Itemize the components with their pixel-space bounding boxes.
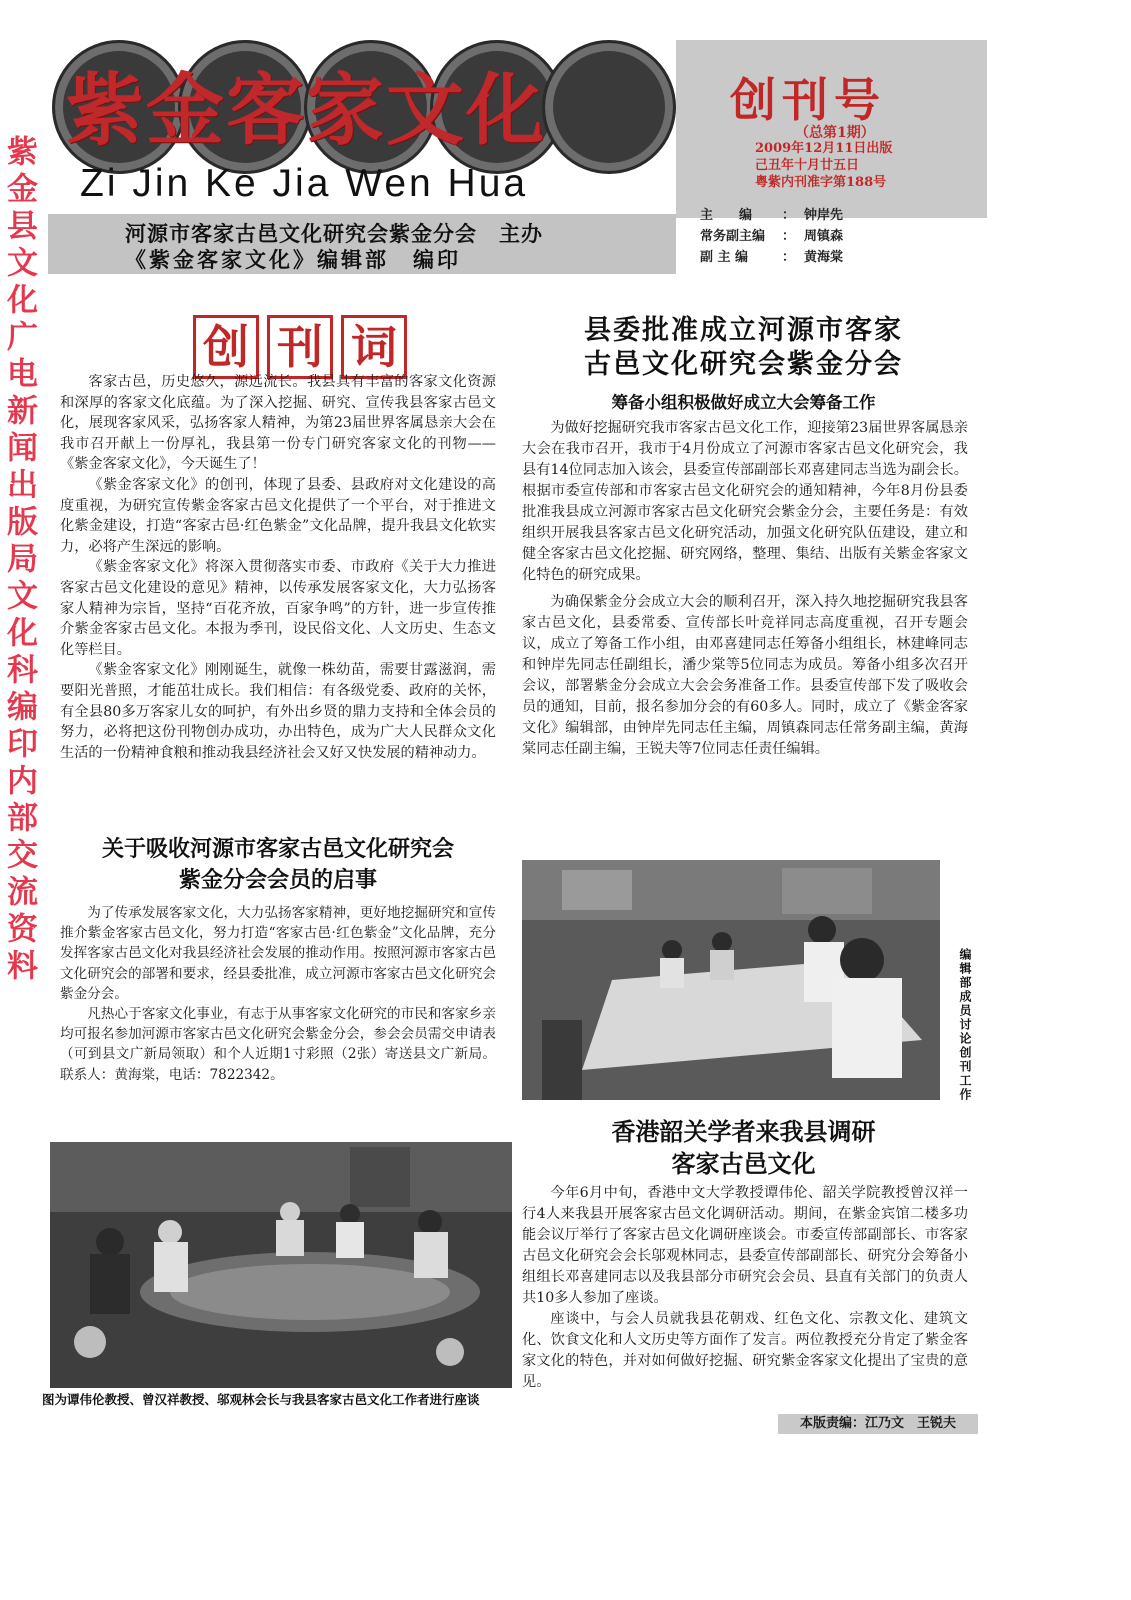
masthead-title: 紫金客家文化 (66, 65, 547, 156)
margin-stamp: 紫金县文化广电新闻出版局文化科编印内部交流资料 (1, 135, 37, 986)
permit-number: 粤紫内刊准字第188号 (755, 175, 887, 190)
foreword-body: 客家古邑，历史悠久，源远流长。我县具有丰富的客家文化资源和深厚的客家文化底蕴。为了深入挖掘、研究、宣传我县客家古邑文化，展现客家风采，弘扬客家人精神，为第23届世界客属恳亲大会在我市召开献上一份厚礼，我县第一份专门研究客家文化的刊物——《紫金客家文化》，今天诞生了！ 《紫金客家文化》的创刊，体现了县委、县政府对文化建设的高度重视，为研究宣传紫金客家古邑文化提供了一个平台，对于推进文化紫金建设，打造“客家古邑·红色紫金”文化品牌，提升我县文化软实力，必将产生深远的影响。 《紫金客家文化》将深入贯彻落实市委、市政府《关于大力推进客家古邑文化建设的意见》精神，以传承发展客家文化，大力弘扬客家人精神为宗旨，坚持“百花齐放，百家争鸣”的方针，进一步宣传推介紫金客家古邑文化。本报为季刊，设民俗文化、人文历史、生态文化等栏目。 《紫金客家文化》刚刚诞生，就像一株幼苗，需要甘露滋润，需要阳光普照，才能茁壮成长。我们相信：有各级党委、政府的关怀，有全县80多万客家儿女的呵护，有外出乡贤的鼎力支持和全体会员的努力，必将把这份刊物创办成功，办出特色，成为广大人民群众文化生活的一份精神食粮和推动我县经济社会又好又快发展的精神动力。 (60, 374, 496, 761)
editorial-meeting-photo (522, 860, 940, 1100)
hk-body: 今年6月中旬，香港中文大学教授谭伟伦、韶关学院教授曾汉祥一行4人来我县开展客家古邑文化调研活动。期间，在紫金宾馆二楼多功能会议厅举行了客家古邑文化调研座谈会。市委宣传部副部长、市客家古邑文化研究会会长邬观林同志，县委宣传部副部长、研究分会筹备小组组长邓喜建同志以及我县部分市研究会会员、县直有关部门的负责人共10多人参加了座谈。 座谈中，与会人员就我县花朝戏、红色文化、宗教文化、建筑文化、饮食文化和人文历史等方面作了发言。两位教授充分肯定了紫金客家文化的特色，并对如何做好挖掘、研究紫金客家文化提出了宝贵的意见。 (522, 1185, 968, 1390)
branch-body: 为做好挖掘研究我市客家古邑文化工作，迎接第23届世界客属恳亲大会在我市召开，我市于4月份成立了河源市客家古邑文化研究会，我县有14位同志加入该会，县委宣传部副部长邓喜建同志当选为副会长。根据市委宣传部和市客家古邑文化研究会的通知精神，今年8月份县委批准我县成立河源市客家古邑文化研究会紫金分会，主要任务是：有效组织开展我县客家古邑文化研究活动，加强文化研究队伍建设，建立和健全客家古邑文化挖掘、研究网络，整理、集结、出版有关紫金客家文化特色的研究成果。 为确保紫金分会成立大会的顺利召开，深入持久地挖掘研究我县客家古邑文化，县委常委、宣传部长叶竞祥同志高度重视，召开专题会议，成立了筹备工作小组，由邓喜建同志任筹备小组组长，林建峰同志和钟岸先同志任副组长，潘少棠等5位同志为成员。筹备小组多次召开会议，部署紫金分会成立大会会务准备工作。县委宣传部下发了吸收会员的通知，目前，报名参加分会的有60多人。同时，成立了《紫金客家文化》编辑部，由钟岸先同志任主编，周镇森同志任常务副主编，黄海棠同志任副主编，王锐夫等7位同志任责任编辑。 (522, 420, 968, 757)
editor-list (700, 205, 843, 268)
publication-info (755, 140, 892, 191)
notice-body: 为了传承发展客家文化，大力弘扬客家精神，更好地挖掘研究和宣传推介紫金客家古邑文化，努力打造“客家古邑·红色紫金”文化品牌，充分发挥客家古邑文化对我县经济社会发展的推动作用。按照河源市客家古邑文化研究会的部署和要求，经县委批准，成立河源市客家古邑文化研究会紫金分会。 凡热心于客家文化事业，有志于从事客家文化研究的市民和客家乡亲均可报名参加河源市客家古邑文化研究会紫金分会，参会会员需交申请表（可到县文广新局领取）和个人近期1寸彩照（2张）寄送县文广新局。联系人：黄海棠，电话：7822342。 (60, 905, 496, 1083)
photo-caption-vertical: 编辑部成员讨论创刊工作 (958, 948, 972, 1102)
hk-title: 香港韶关学者来我县调研 客家古邑文化 (611, 1117, 876, 1178)
foreword-heading: 创 刊 词 (193, 315, 407, 379)
issue-number: （总第1期） (795, 125, 875, 141)
organizer-line: 《紫金客家文化》编辑部 编印 (125, 247, 461, 272)
pub-date: 2009年12月11日出版 (755, 141, 893, 156)
branch-title: 县委批准成立河源市客家 古邑文化研究会紫金分会 (584, 315, 903, 380)
organizer-line: 河源市客家古邑文化研究会紫金分会 主办 (125, 221, 543, 246)
emblem-icon (542, 40, 676, 174)
page-editor-credit: 本版责编：江乃文 王锐夫 (778, 1414, 978, 1434)
branch-subtitle: 筹备小组积极做好成立大会筹备工作 (611, 393, 876, 412)
masthead-pinyin: Zi Jin Ke Jia Wen Hua (80, 162, 529, 205)
editor-row: 主 编 ： 钟岸先 (700, 208, 844, 223)
editor-row: 副 主 编 ： 黄海棠 (700, 250, 844, 265)
inaugural-label: 创刊号 (730, 73, 886, 127)
editor-row: 常务副主编 ： 周镇森 (700, 229, 844, 244)
notice-title: 关于吸收河源市客家古邑文化研究会 紫金分会会员的启事 (101, 836, 454, 893)
meeting-photo (50, 1142, 512, 1388)
photo-caption: 图为谭伟伦教授、曾汉祥教授、邬观林会长与我县客家古邑文化工作者进行座谈 (42, 1392, 480, 1407)
lunar-date: 己丑年十月廿五日 (755, 158, 860, 173)
